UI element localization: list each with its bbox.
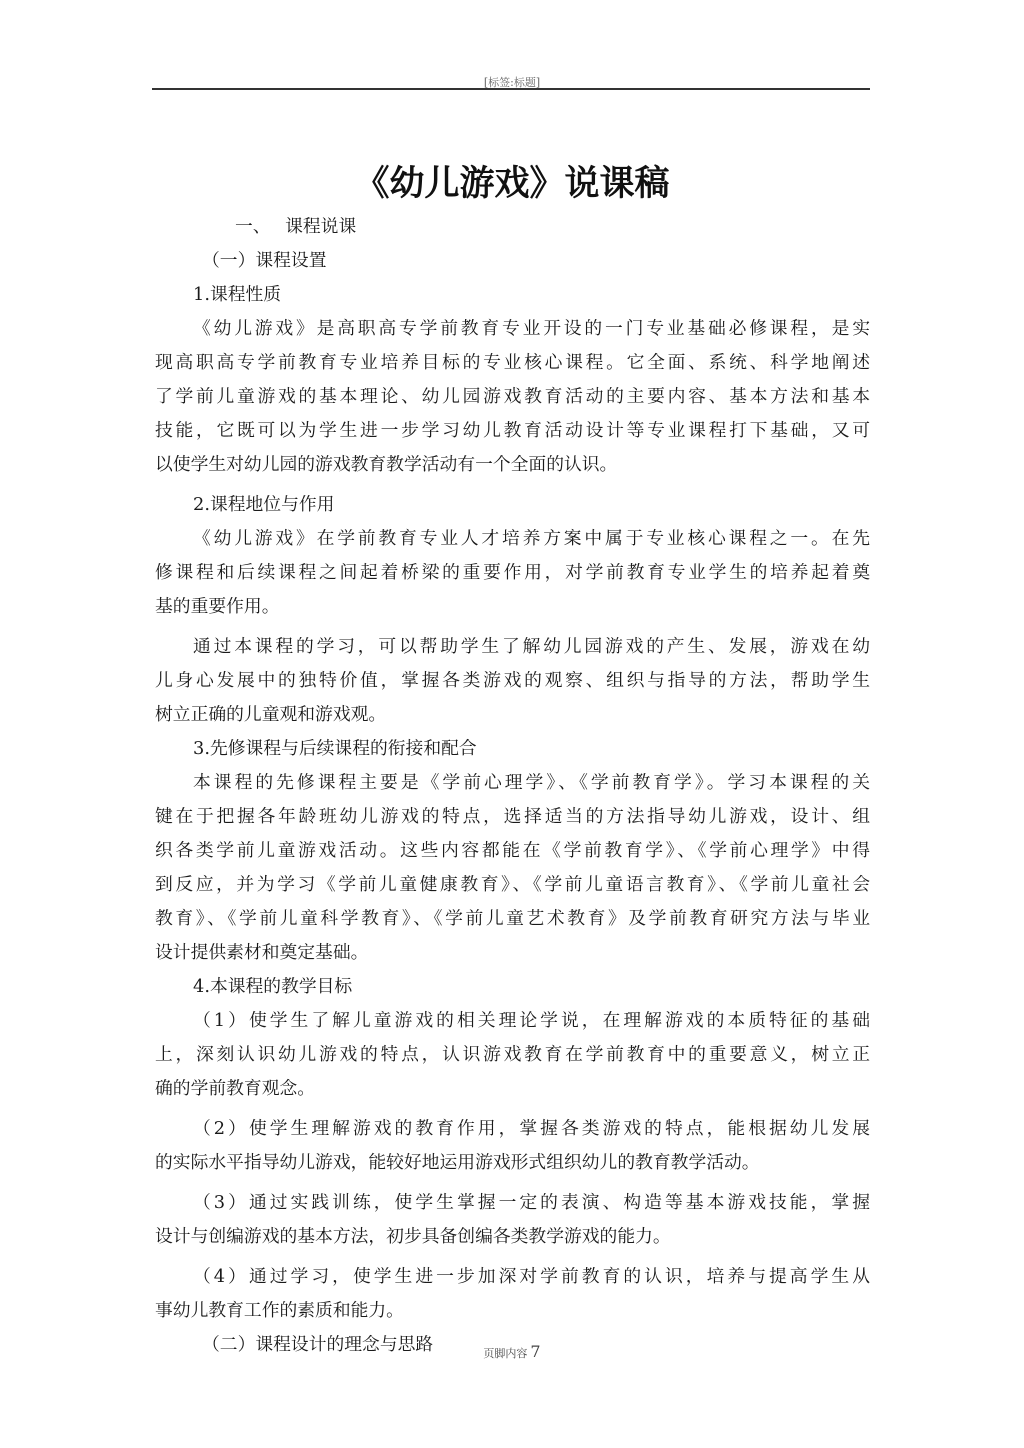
paragraph-line: 现高职高专学前教育专业培养目标的专业核心课程。它全面、系统、科学地阐述	[155, 352, 870, 373]
paragraph-line: 事幼儿教育工作的素质和能力。	[155, 1300, 404, 1321]
subsection-heading: （二）课程设计的理念与思路	[202, 1334, 434, 1355]
paragraph-line: 确的学前教育观念。	[155, 1078, 316, 1099]
item-heading: 1.课程性质	[193, 284, 282, 305]
header-rule	[152, 88, 870, 90]
page-footer	[0, 1342, 1024, 1361]
goal-4	[155, 1260, 870, 1328]
paragraph-line: 《幼儿游戏》是高职高专学前教育专业开设的一门专业基础必修课程，是实	[193, 318, 870, 339]
item-heading: 2.课程地位与作用	[193, 494, 335, 515]
goal-3	[155, 1186, 870, 1254]
paragraph-line: （1）使学生了解儿童游戏的相关理论学说，在理解游戏的本质特征的基础	[193, 1010, 870, 1031]
subsection-heading: （一）课程设置	[202, 250, 327, 271]
footer-label: 页脚内容	[483, 1347, 528, 1360]
paragraph-course-linkage	[155, 766, 870, 970]
paragraph-line: 基的重要作用。	[155, 596, 280, 617]
paragraph-line: 织各类学前儿童游戏活动。这些内容都能在《学前教育学》、《学前心理学》中得	[155, 840, 870, 861]
paragraph-line: 通过本课程的学习，可以帮助学生了解幼儿园游戏的产生、发展，游戏在幼	[193, 636, 870, 657]
paragraph-course-value	[155, 630, 870, 732]
item-heading: 3.先修课程与后续课程的衔接和配合	[193, 738, 477, 759]
header-tag: [标签:标题]	[483, 76, 541, 89]
paragraph-line: （4）通过学习，使学生进一步加深对学前教育的认识，培养与提高学生从	[193, 1266, 870, 1287]
paragraph-line: 设计与创编游戏的基本方法，初步具备创编各类教学游戏的能力。	[155, 1226, 671, 1247]
goal-2	[155, 1112, 870, 1180]
paragraph-line: 技能，它既可以为学生进一步学习幼儿教育活动设计等专业课程打下基础，又可	[155, 420, 870, 441]
paragraph-line: 到反应，并为学习《学前儿童健康教育》、《学前儿童语言教育》、《学前儿童社会	[155, 874, 870, 895]
paragraph-line: 的实际水平指导幼儿游戏，能较好地运用游戏形式组织幼儿的教育教学活动。	[155, 1152, 760, 1173]
paragraph-line: 上，深刻认识幼儿游戏的特点，认识游戏教育在学前教育中的重要意义，树立正	[155, 1044, 870, 1065]
page-number: 7	[530, 1342, 541, 1361]
paragraph-line: 以使学生对幼儿园的游戏教育教学活动有一个全面的认识。	[155, 454, 618, 475]
paragraph-line: 修课程和后续课程之间起着桥梁的重要作用，对学前教育专业学生的培养起着奠	[155, 562, 870, 583]
document-title: 《幼儿游戏》说课稿	[354, 164, 670, 204]
paragraph-line: 设计提供素材和奠定基础。	[155, 942, 369, 963]
paragraph-line: 本课程的先修课程主要是《学前心理学》、《学前教育学》。学习本课程的关	[193, 772, 870, 793]
paragraph-line: （2）使学生理解游戏的教育作用，掌握各类游戏的特点，能根据幼儿发展	[193, 1118, 870, 1139]
paragraph-line: 教育》、《学前儿童科学教育》、《学前儿童艺术教育》及学前教育研究方法与毕业	[155, 908, 870, 929]
goal-1	[155, 1004, 870, 1106]
paragraph-line: 《幼儿游戏》在学前教育专业人才培养方案中属于专业核心课程之一。在先	[193, 528, 870, 549]
paragraph-course-role	[155, 522, 870, 624]
section-heading: 一、 课程说课	[235, 216, 357, 237]
paragraph-line: （3）通过实践训练，使学生掌握一定的表演、构造等基本游戏技能，掌握	[193, 1192, 870, 1213]
paragraph-line: 键在于把握各年龄班幼儿游戏的特点，选择适当的方法指导幼儿游戏，设计、组	[155, 806, 870, 827]
paragraph-line: 了学前儿童游戏的基本理论、幼儿园游戏教育活动的主要内容、基本方法和基本	[155, 386, 870, 407]
paragraph-course-nature	[155, 312, 870, 482]
paragraph-line: 儿身心发展中的独特价值，掌握各类游戏的观察、组织与指导的方法，帮助学生	[155, 670, 870, 691]
document-body	[155, 210, 870, 1362]
paragraph-line: 树立正确的儿童观和游戏观。	[155, 704, 387, 725]
item-heading: 4.本课程的教学目标	[193, 976, 353, 997]
